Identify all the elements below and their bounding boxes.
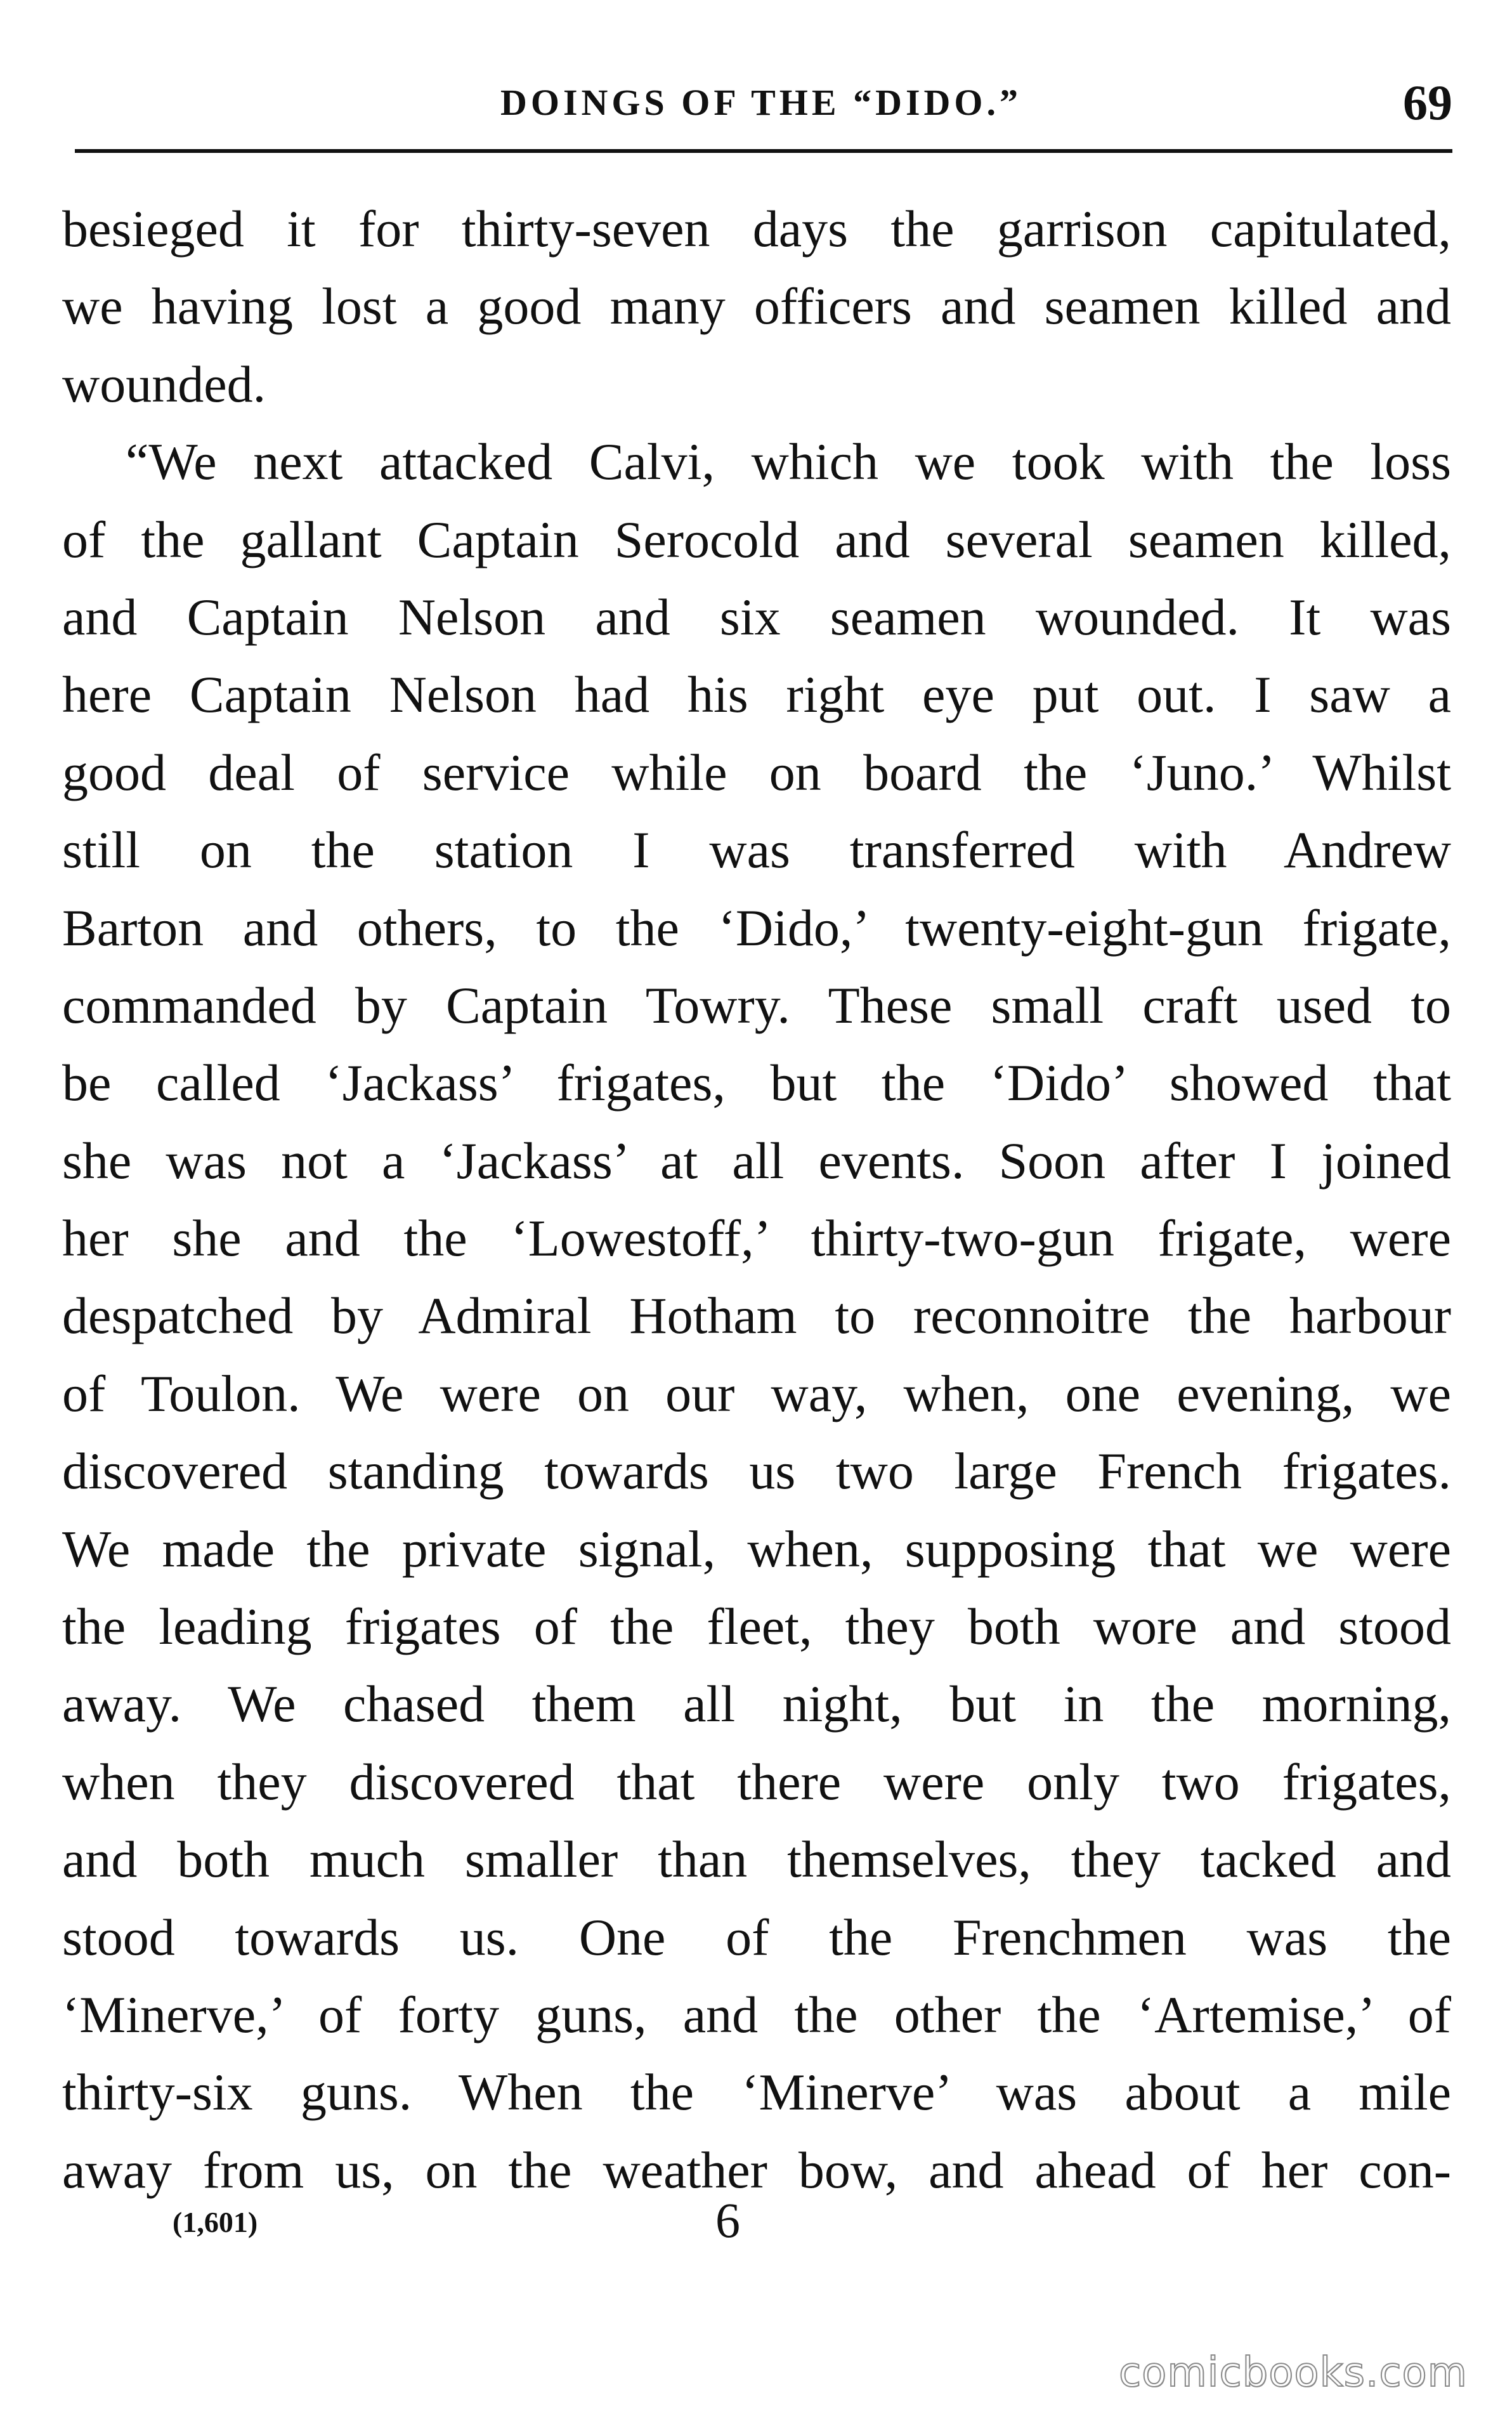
text-line: despatched by Admiral Hotham to reconnoitre the harbour [62, 1287, 1451, 1345]
running-head [70, 58, 1452, 147]
text-line: good deal of service while on board the ‘Juno.’ Whilst [62, 743, 1451, 801]
text-line: and both much smaller than themselves, they tacked and [62, 1830, 1451, 1889]
text-line: away from us, on the weather bow, and ahead of her con- [62, 2141, 1451, 2199]
text-line: be called ‘Jackass’ frigates, but the ‘Dido’ showed that [62, 1054, 1451, 1112]
text-line: stood towards us. One of the Frenchmen was the [62, 1908, 1451, 1966]
text-line: of the gallant Captain Serocold and several seamen killed, [62, 510, 1451, 568]
text-line: when they discovered that there were only two frigates, [62, 1752, 1451, 1811]
text-line: the leading frigates of the fleet, they both wore and stood [62, 1598, 1451, 1656]
text-line: of Toulon. We were on our way, when, one evening, we [62, 1364, 1451, 1422]
text-line: we having lost a good many officers and seamen killed and [62, 277, 1451, 336]
text-line: still on the station I was transferred with Andrew [62, 821, 1451, 879]
page-footer [0, 2189, 1512, 2265]
header-rule [75, 149, 1452, 153]
signature-number: 6 [715, 2193, 740, 2248]
text-line: “We next attacked Calvi, which we took with the loss [126, 433, 1451, 491]
body-text [62, 190, 1451, 2209]
text-line: discovered standing towards us two large French frigates. [62, 1442, 1451, 1500]
paragraph [62, 190, 1451, 423]
text-line: thirty-six guns. When the ‘Minerve’ was about a mile [62, 2063, 1451, 2122]
text-line: wounded. [62, 355, 266, 413]
text-line: commanded by Captain Towry. These small craft used to [62, 976, 1451, 1034]
text-line: besieged it for thirty-seven days the garrison capitulated, [62, 200, 1451, 258]
text-line: We made the private signal, when, supposing that we were [62, 1519, 1451, 1578]
text-line: she was not a ‘Jackass’ at all events. Soon after I joined [62, 1131, 1451, 1190]
page-number: 69 [1403, 75, 1452, 130]
text-line: away. We chased them all night, but in the morning, [62, 1675, 1451, 1733]
text-line: here Captain Nelson had his right eye put out. I saw a [62, 666, 1451, 724]
text-line: Barton and others, to the ‘Dido,’ twenty-eight-gun frigate, [62, 898, 1451, 957]
paragraph [62, 423, 1451, 2209]
text-line: and Captain Nelson and six seamen wounded. It was [62, 587, 1451, 646]
text-line: ‘Minerve,’ of forty guns, and the other the ‘Artemise,’ of [62, 1985, 1451, 2044]
text-line: her she and the ‘Lowestoff,’ thirty-two-gun frigate, were [62, 1209, 1451, 1268]
signature-mark: (1,601) [173, 2206, 258, 2238]
watermark: comicbooks.com [1118, 2349, 1468, 2396]
running-title: DOINGS OF THE “DIDO.” [500, 82, 1022, 123]
